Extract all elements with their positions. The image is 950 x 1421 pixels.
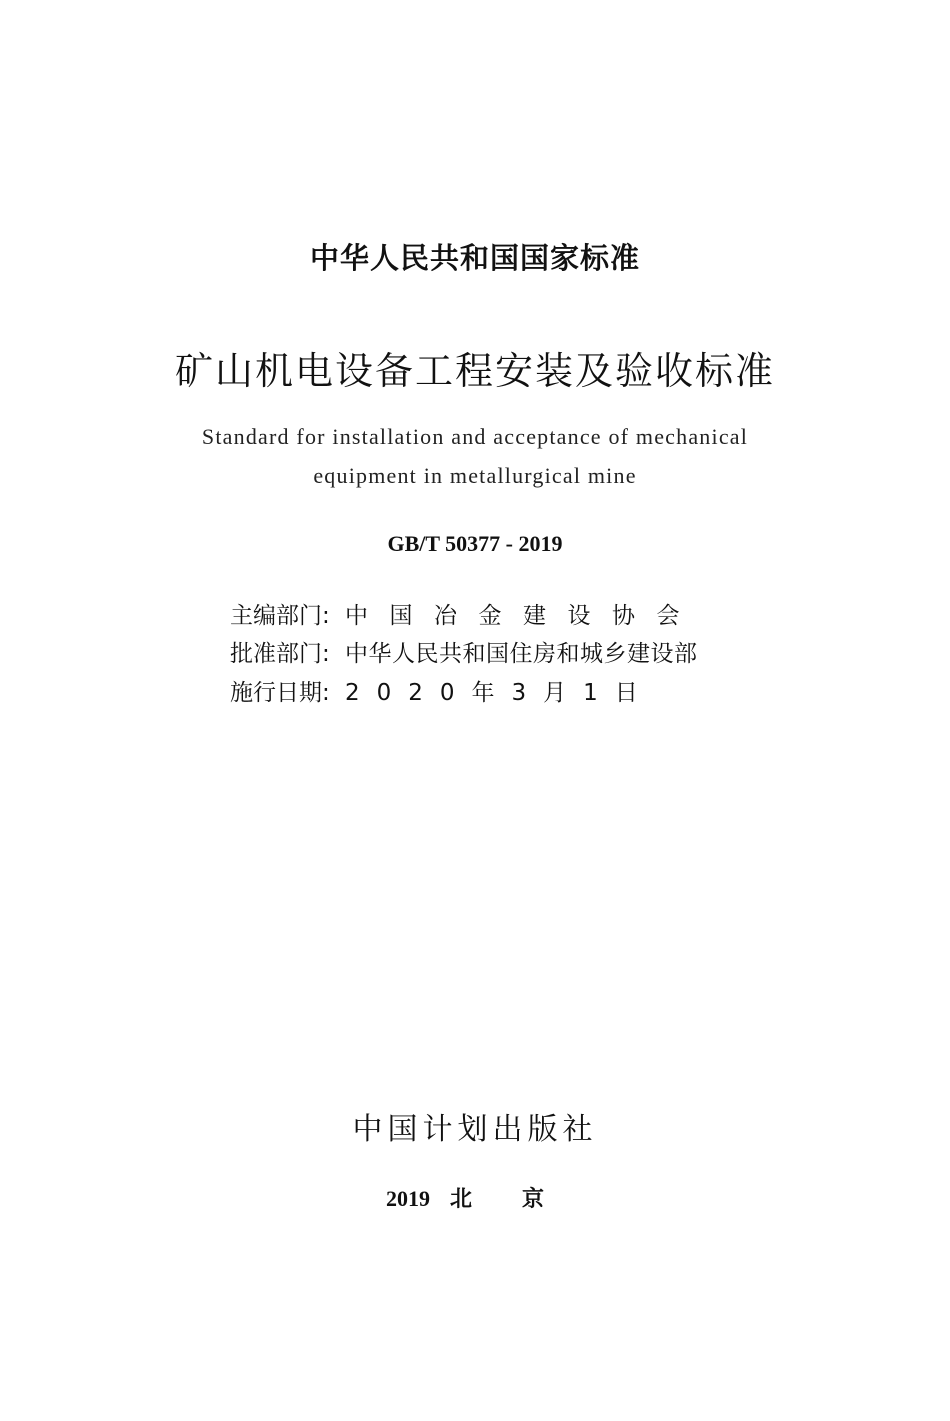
imprint (386, 1182, 594, 1213)
approving-department-label: 批准部门: (230, 641, 330, 667)
imprint-city: 北京 (450, 1187, 595, 1212)
approving-department-row (230, 635, 730, 668)
editing-department-value: 中国冶金建设协会 (345, 603, 701, 629)
editing-department-row (230, 597, 730, 630)
editing-department-label: 主编部门: (230, 603, 330, 629)
series-title: 中华人民共和国国家标准 (309, 241, 640, 275)
imprint-year: 2019 (386, 1186, 430, 1211)
effective-date-row (230, 674, 730, 707)
document-title-chinese: 矿山机电设备工程安装及验收标准 (174, 349, 775, 393)
effective-date-label: 施行日期: (230, 680, 330, 706)
effective-date-value: 2020年3月1日 (345, 680, 655, 706)
publisher-name: 中国计划出版社 (352, 1112, 598, 1147)
document-title-english-line-2: equipment in metallurgical mine (313, 463, 637, 488)
approving-department-value: 中华人民共和国住房和城乡建设部 (345, 641, 698, 667)
document-title-english-line-1: Standard for installation and acceptance of mechanical (201, 424, 749, 449)
standard-code: GB/T 50377 - 2019 (387, 531, 563, 556)
